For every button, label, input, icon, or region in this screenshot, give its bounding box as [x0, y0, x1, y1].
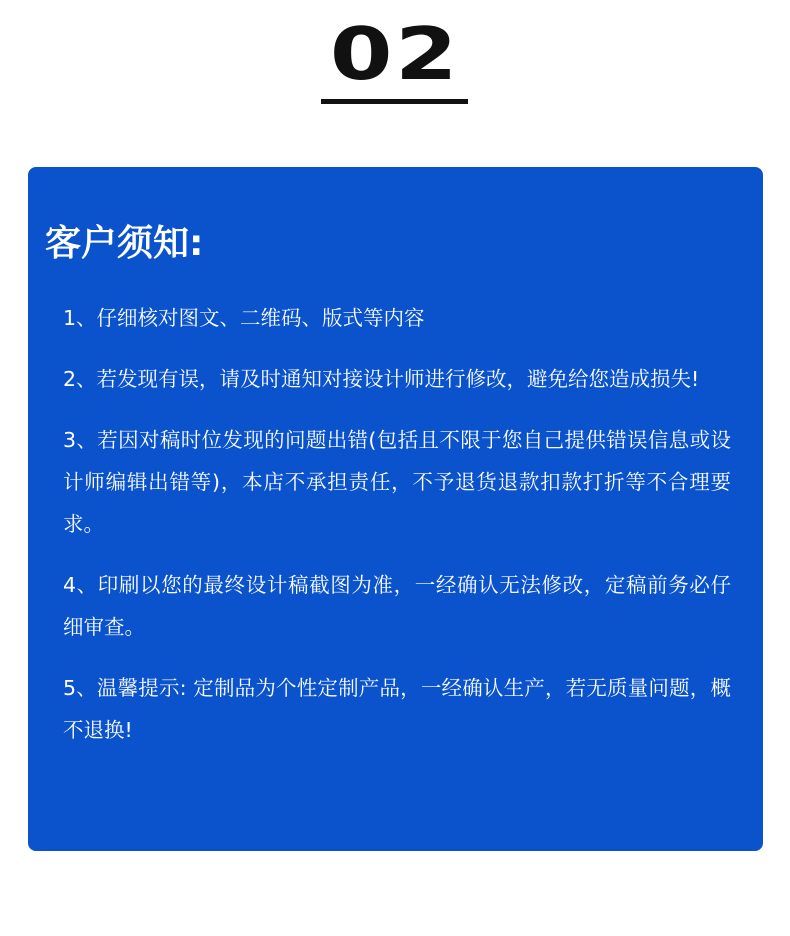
- notice-title: 客户须知:: [45, 223, 204, 264]
- notice-item-4: 4、印刷以您的最终设计稿截图为准，一经确认无法修改，定稿前务必仔细审查。: [63, 573, 731, 639]
- notice-list: [63, 297, 731, 770]
- notice-item-2: 2、若发现有误，请及时通知对接设计师进行修改，避免给您造成损失!: [63, 367, 700, 391]
- notice-item-5: 5、温馨提示: 定制品为个性定制产品，一经确认生产，若无质量问题，概不退换!: [63, 676, 731, 742]
- section-number: 02: [329, 12, 461, 96]
- section-number-underline: [321, 99, 468, 104]
- notice-item-1: 1、仔细核对图文、二维码、版式等内容: [63, 306, 425, 330]
- notice-item-3: 3、若因对稿时位发现的问题出错(包括且不限于您自己提供错误信息或设计师编辑出错等)，本店不承担责任，不予退货退款扣款打折等不合理要求。: [63, 428, 731, 536]
- customer-notice-card: [28, 167, 763, 851]
